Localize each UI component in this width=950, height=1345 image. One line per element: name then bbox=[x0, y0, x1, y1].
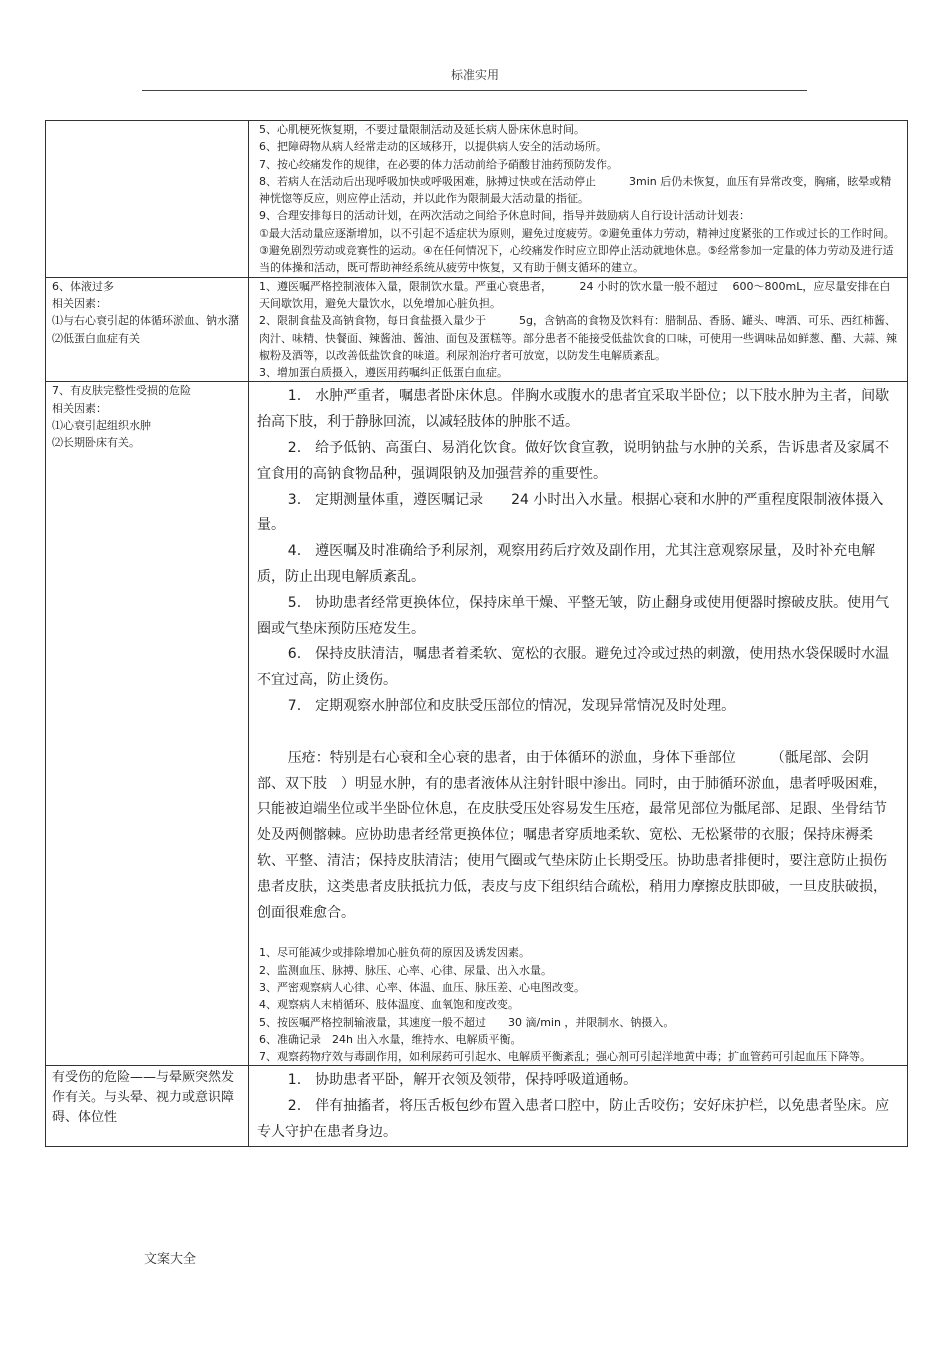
row1-right-cell bbox=[249, 121, 908, 278]
list-item: 7、观察药物疗效与毒副作用，如利尿药可引起水、电解质平衡紊乱；强心剂可引起洋地黄中毒；扩血管药可引起血压下降等。 bbox=[259, 1050, 871, 1064]
list-item: 9、合理安排每日的活动计划，在两次活动之间给予休息时间，指导并鼓励病人自行设计活动计划表： bbox=[259, 209, 750, 223]
list-item: 1. 水肿严重者，嘱患者卧床休息。伴胸水或腹水的患者宜采取半卧位；以下肢水肿为主者，间歇抬高下肢，利于静脉回流，以减轻肢体的肿胀不适。 bbox=[257, 388, 890, 431]
table-row bbox=[46, 277, 908, 382]
list-item: 2. 给予低钠、高蛋白、易消化饮食。做好饮食宣教，说明钠盐与水肿的关系，告诉患者及家属不宜食用的高钠食物品种，强调限钠及加强营养的重要性。 bbox=[257, 440, 890, 482]
list-item: 4. 遵医嘱及时准确给予利尿剂，观察用药后疗效及副作用，尤其注意观察尿量，及时补充电解质，防止出现电解质紊乱。 bbox=[257, 543, 876, 586]
list-item: ①最大活动量应逐渐增加，以不引起不适症状为原则，避免过度疲劳。②避免重体力劳动，精神过度紧张的工作或过长的工作时间。③避免剧烈劳动或竞赛性的运动。④在任何情况下，心绞痛发作时应立即停止活动就地休息。⑤经常参加一定量的体力劳动及进行适当的体操和活动，既可帮助神经系统从疲劳中恢复，又有助于侧支循环的建立。 bbox=[259, 226, 895, 275]
list-item: 3. 定期测量体重，遵医嘱记录 24 小时出入水量。根据心衰和水肿的严重程度限制液体摄入量。 bbox=[257, 491, 884, 534]
list-item: 7、按心绞痛发作的规律，在必要的体力活动前给予硝酸甘油药预防发作。 bbox=[259, 157, 618, 171]
diagnosis-title: 6、体液过多 bbox=[52, 279, 114, 293]
factor-label: 相关因素： bbox=[52, 401, 107, 415]
care-plan-table bbox=[45, 120, 908, 1147]
list-item: 5、心肌梗死恢复期，不要过量限制活动及延长病人卧床休息时间。 bbox=[259, 123, 585, 136]
page-footer: 文案大全 bbox=[144, 1252, 197, 1267]
list-item: 2. 伴有抽搐者，将压舌板包纱布置入患者口腔中，防止舌咬伤；安好床护栏，以免患者坠床。应专人守护在患者身边。 bbox=[257, 1098, 890, 1141]
list-item: 1. 协助患者平卧，解开衣领及领带，保持呼吸道通畅。 bbox=[287, 1072, 638, 1089]
list-item: 5. 协助患者经常更换体位，保持床单干燥、平整无皱，防止翻身或使用便器时擦破皮肤。使用气圈或气垫床预防压疮发生。 bbox=[257, 594, 890, 637]
table-row bbox=[46, 121, 908, 278]
row1-left-cell bbox=[46, 121, 249, 278]
list-item: 7. 定期观察水肿部位和皮肤受压部位的情况，发现异常情况及时处理。 bbox=[287, 698, 736, 715]
list-item: 3、严密观察病人心律、心率、体温、血压、脉压差、心电图改变。 bbox=[259, 980, 585, 994]
pressure-sore-note: 压疮：特别是右心衰和全心衰的患者，由于体循环的淤血，身体下垂部位 （骶尾部、会阴部、双下肢 ）明显水肿，有的患者液体从注射针眼中渗出。同时，由于肺循环淤血，患者呼吸困难，只能被迫端坐位或半坐卧位休息，在皮肤受压处容易发生压疮，最常见部位为骶尾部、足跟、坐骨结节处及两侧髂棘。应协助患者经常更换体位；嘱患者穿质地柔软、宽松、无松紧带的衣服；保持床褥柔软、平整、清洁；保持皮肤清洁；使用气圈或气垫床防止长期受压。协助患者排便时，要注意防止损伤患者皮肤，这类患者皮肤抵抗力低，表皮与皮下组织结合疏松，稍用力摩擦皮肤即破，一旦皮肤破损，创面很难愈合。 bbox=[257, 749, 887, 921]
diagnosis-title: 7、有皮肤完整性受损的危险 bbox=[52, 384, 191, 398]
factor-item: ⑴与右心衰引起的体循环淤血、钠水潴 bbox=[52, 314, 239, 328]
factor-item: ⑵长期卧床有关。 bbox=[52, 436, 140, 450]
factor-item: ⑴心衰引起组织水肿 bbox=[52, 419, 151, 433]
list-item: 6. 保持皮肤清洁，嘱患者着柔软、宽松的衣服。避免过冷或过热的刺激，使用热水袋保暖时水温不宜过高，防止烫伤。 bbox=[257, 646, 890, 689]
list-item: 2、限制食盐及高钠食物，每日食盐摄入量少于 5g，含钠高的食物及饮料有：腊制品、香肠、罐头、啤酒、可乐、西红柿酱、肉汁、味精、快餐面、辣酱油、酱油、面包及蛋糕等。部分患者不能接受低盐饮食的口味，可使用一些调味品如鲜葱、醋、大蒜、辣椒粉及酒等，以改善低盐饮食的味道。利尿剂治疗者可放宽，以防发生电解质紊乱。 bbox=[259, 314, 897, 362]
list-item: 6、准确记录 24h 出入水量，维持水、电解质平衡。 bbox=[259, 1032, 522, 1046]
factor-item: ⑵低蛋白血症有关 bbox=[52, 331, 140, 345]
list-item: 1、尽可能减少或排除增加心脏负荷的原因及诱发因素。 bbox=[259, 946, 530, 960]
list-item: 8、若病人在活动后出现呼吸加快或呼吸困难，脉搏过快或在活动停止 3min 后仍未恢复，血压有异常改变，胸痛，眩晕或精神恍惚等反应，则应停止活动，并以此作为限制最大活动量的指征。 bbox=[259, 174, 892, 206]
row2-right-cell bbox=[249, 277, 908, 382]
table-row bbox=[46, 382, 908, 1066]
table-row bbox=[46, 1066, 908, 1146]
diagnosis-title: 有受伤的危险——与晕厥突然发作有关。与头晕、视力或意识障碍、体位性 bbox=[52, 1070, 235, 1126]
list-item: 4、观察病人末梢循环、肢体温度、血氧饱和度改变。 bbox=[259, 998, 519, 1012]
row2-left-cell bbox=[46, 277, 249, 382]
list-item: 1、遵医嘱严格控制液体入量，限制饮水量。严重心衰患者， 24 小时的饮水量一般不超过 600～800mL，应尽量安排在白天间歇饮用，避免大量饮水，以免增加心脏负担。 bbox=[259, 279, 891, 310]
row3-right-cell bbox=[249, 382, 908, 1066]
row4-left-cell bbox=[46, 1066, 249, 1146]
row3-left-cell bbox=[46, 382, 249, 1066]
list-item: 3、增加蛋白质摄入，遵医用药嘱纠正低蛋白血症。 bbox=[259, 366, 508, 380]
list-item: 2、监测血压、脉搏、脉压、心率、心律、尿量、出入水量。 bbox=[259, 963, 552, 977]
row4-right-cell bbox=[249, 1066, 908, 1146]
list-item: 6、把障碍物从病人经常走动的区域移开，以提供病人安全的活动场所。 bbox=[259, 140, 607, 154]
page-header: 标准实用 bbox=[450, 68, 499, 82]
factor-label: 相关因素： bbox=[52, 296, 107, 310]
header-divider bbox=[142, 90, 807, 91]
list-item: 5、按医嘱严格控制输液量，其速度一般不超过 30 滴/min ，并限制水、钠摄入。 bbox=[259, 1015, 675, 1029]
